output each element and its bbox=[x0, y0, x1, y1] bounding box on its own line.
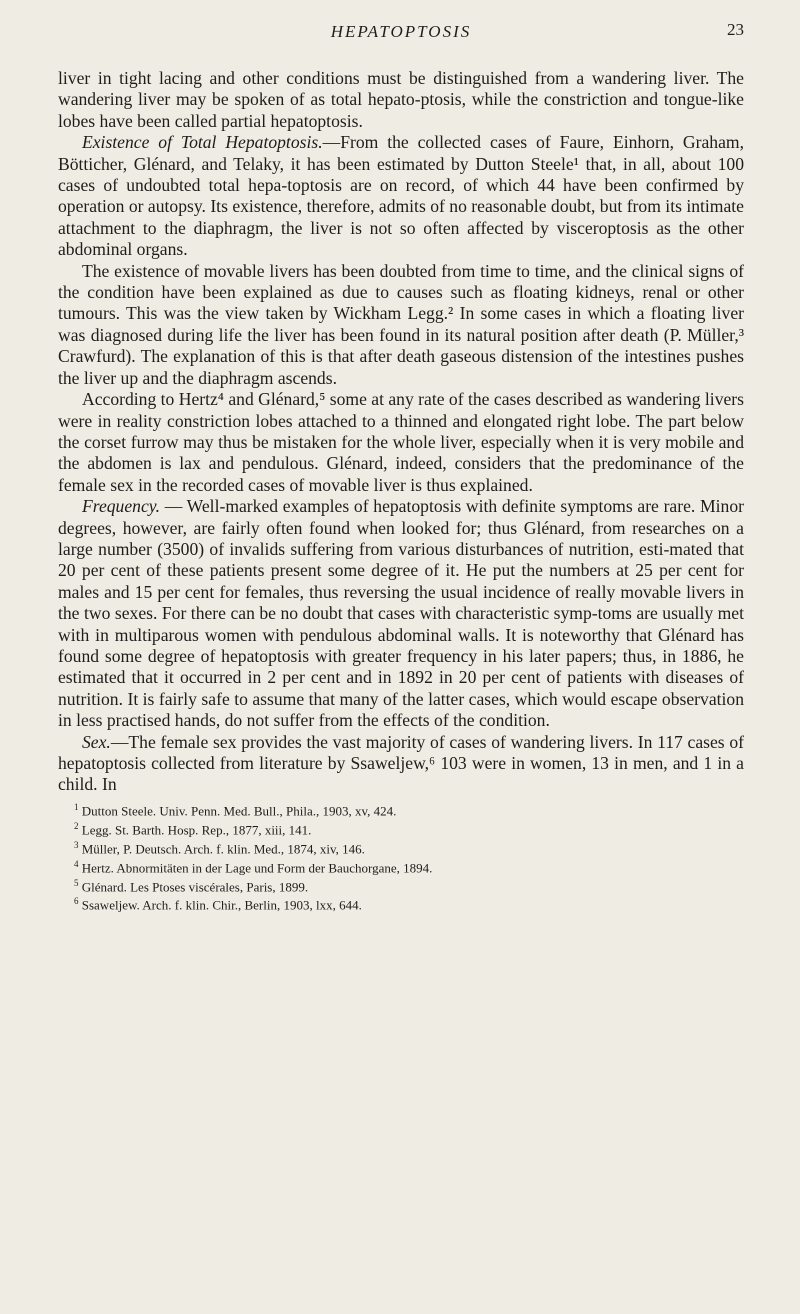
footnote-text: Dutton Steele. Univ. Penn. Med. Bull., Phila., 1903, xv, 424. bbox=[81, 803, 397, 819]
paragraph-movable-livers: The existence of movable livers has been doubted from time to time, and the clinical signs of the condition have been explained as due to causes such as floating kidneys, renal or other tumours. This was the view taken by Wickham Legg.² In some cases in which a floating liver was diagnosed during life the liver has been found in its natural position after death (P. Müller,³ Crawfurd). The explanation of this is that after death gaseous distension of the intestines pushes the liver up and the diaphragm ascends. bbox=[58, 260, 744, 388]
footnote-number: 1 bbox=[74, 801, 79, 812]
body-text bbox=[58, 68, 744, 796]
footnote-number: 5 bbox=[74, 877, 79, 888]
side-heading-frequency: Frequency. bbox=[82, 496, 160, 517]
footnote bbox=[58, 894, 744, 913]
side-heading-existence: Existence of Total Hepatoptosis. bbox=[82, 132, 323, 153]
side-heading-sex: Sex. bbox=[82, 731, 111, 752]
footnote bbox=[58, 819, 744, 838]
paragraph-continuation: liver in tight lacing and other conditions must be distinguished from a wandering liver. The wandering liver may be spoken of as total hepato-ptosis, while the constriction and tongue-like lobes have been called partial hepatoptosis. bbox=[58, 68, 744, 131]
footnote-text: Ssaweljew. Arch. f. klin. Chir., Berlin, 1903, lxx, 644. bbox=[81, 897, 362, 913]
footnotes bbox=[58, 800, 744, 914]
footnote-text: Glénard. Les Ptoses viscérales, Paris, 1899. bbox=[81, 878, 309, 894]
running-head bbox=[58, 0, 744, 40]
paragraph-frequency bbox=[58, 496, 744, 731]
footnote bbox=[58, 857, 744, 876]
paragraph-text: —From the collected cases of Faure, Einhorn, Graham, Bötticher, Glénard, and Telaky, it has been estimated by Dutton Steele¹ that, in all, about 100 cases of undoubted total hepa-toptosis are on record, of which 44 have been confirmed by operation or autopsy. Its existence, therefore, admits of no reasonable doubt, but from its intimate attachment to the diaphragm, the liver is not so often affected by visceroptosis as the other abdominal organs. bbox=[58, 132, 744, 260]
running-title: HEPATOPTOSIS bbox=[330, 22, 472, 41]
paragraph-text: — Well-marked examples of hepatoptosis with definite symptoms are rare. Minor degrees, however, are fairly often found when looked for; thus Glénard, from researches on a large number (3500) of invalids suffering from various disturbances of nutrition, esti-mated that 20 per cent of these patients present some degree of it. He put the numbers at 25 per cent for males and 15 per cent for females, thus reversing the usual incidence of really movable livers in the two sexes. For there can be no doubt that cases with characteristic symp-toms are usually met with in multiparous women with pendulous abdominal walls. It is noteworthy that Glénard has found some degree of hepatoptosis with greater frequency in his later papers; thus, in 1886, he estimated that it occurred in 2 per cent and in 1892 in 20 per cent of patients with diseases of nutrition. It is fairly safe to assume that many of the latter cases, which would escape observation in less practised hands, do not suffer from the effects of the condition. bbox=[58, 496, 744, 731]
footnote bbox=[58, 876, 744, 895]
paragraph-existence bbox=[58, 132, 744, 260]
footnote-text: Legg. St. Barth. Hosp. Rep., 1877, xiii, 141. bbox=[81, 822, 312, 838]
footnote-text: Hertz. Abnormitäten in der Lage und Form der Bauchorgane, 1894. bbox=[81, 859, 433, 875]
footnote-number: 4 bbox=[74, 858, 79, 869]
footnote-number: 2 bbox=[74, 820, 79, 831]
paragraph-hertz-glenard: According to Hertz⁴ and Glénard,⁵ some at any rate of the cases described as wandering livers were in reality constriction lobes attached to a thinned and elongated right lobe. The part below the corset furrow may thus be mistaken for the whole liver, especially when it is very mobile and the abdomen is lax and pendulous. Glénard, indeed, considers that the predominance of the female sex in the recorded cases of movable liver is thus explained. bbox=[58, 389, 745, 495]
page-number: 23 bbox=[727, 20, 744, 39]
paragraph-text: —The female sex provides the vast majority of cases of wandering livers. In 117 cases of hepatoptosis collected from literature by Ssaweljew,⁶ 103 were in women, 13 in men, and 1 in a child. In bbox=[58, 731, 744, 795]
footnote bbox=[58, 800, 744, 819]
footnote bbox=[58, 838, 744, 857]
paragraph-sex bbox=[58, 732, 744, 796]
footnote-text: Müller, P. Deutsch. Arch. f. klin. Med., 1874, xiv, 146. bbox=[81, 840, 365, 856]
footnote-number: 3 bbox=[74, 839, 79, 850]
footnote-number: 6 bbox=[74, 896, 79, 907]
